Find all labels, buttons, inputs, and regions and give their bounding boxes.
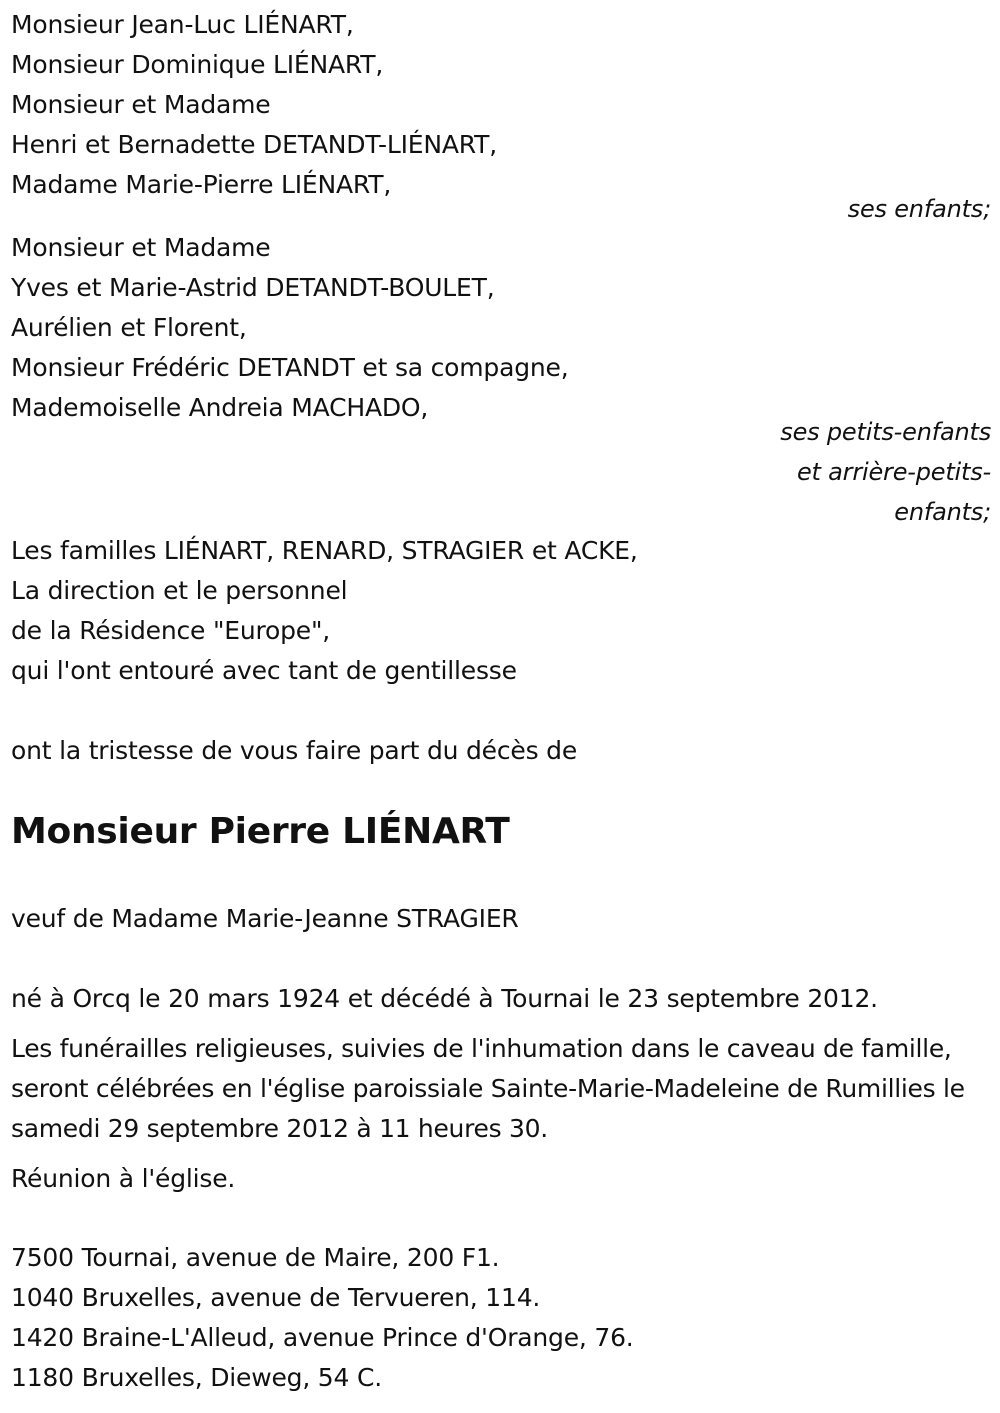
address-line: 7500 Tournai, avenue de Maire, 200 F1. [11,1243,500,1272]
families-line: Les familles LIÉNART, RENARD, STRAGIER et ACKE, [11,536,638,565]
funeral-paragraph: Les funérailles religieuses, suivies de l'inhumation dans le caveau de famille, seront célébrées en l'église paroissiale Sainte-Marie-Madeleine de Rumillies le samedi 29 septembre 2012 à 11 heures 30. [11,1034,965,1143]
grandchildren-relation: enfants; [894,498,991,526]
children-relation: ses enfants; [847,195,991,223]
families-line: de la Résidence "Europe", [11,616,331,645]
grandchildren-relation: ses petits-enfants [780,418,991,446]
grandchildren-relation: et arrière-petits- [796,458,991,486]
children-line: Madame Marie-Pierre LIÉNART, [11,170,392,199]
families-line: qui l'ont entouré avec tant de gentillesse [11,656,517,685]
meeting-text: Réunion à l'église. [11,1164,236,1193]
children-line: Henri et Bernadette DETANDT-LIÉNART, [11,130,497,159]
children-line: Monsieur et Madame [11,90,271,119]
grandchildren-line: Monsieur et Madame [11,233,271,262]
grandchildren-line: Monsieur Frédéric DETANDT et sa compagne, [11,353,569,382]
deceased-name: Monsieur Pierre LIÉNART [11,811,510,852]
address-line: 1180 Bruxelles, Dieweg, 54 C. [11,1363,382,1392]
widower-text: veuf de Madame Marie-Jeanne STRAGIER [11,904,519,933]
address-line: 1420 Braine-L'Alleud, avenue Prince d'Orange, 76. [11,1323,634,1352]
children-line: Monsieur Dominique LIÉNART, [11,50,384,79]
announcement-text: ont la tristesse de vous faire part du décès de [11,736,578,765]
grandchildren-line: Aurélien et Florent, [11,313,247,342]
birth-death-text: né à Orcq le 20 mars 1924 et décédé à Tournai le 23 septembre 2012. [11,984,878,1013]
address-line: 1040 Bruxelles, avenue de Tervueren, 114. [11,1283,541,1312]
children-line: Monsieur Jean-Luc LIÉNART, [11,10,354,39]
grandchildren-line: Mademoiselle Andreia MACHADO, [11,393,429,422]
grandchildren-line: Yves et Marie-Astrid DETANDT-BOULET, [11,273,495,302]
families-line: La direction et le personnel [11,576,348,605]
